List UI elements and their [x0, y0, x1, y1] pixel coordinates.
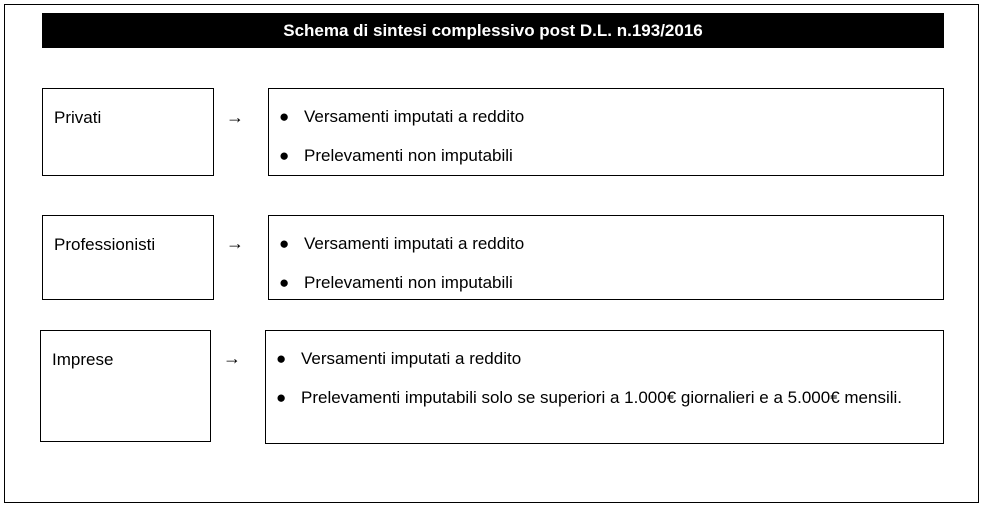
bullet-icon: ● [279, 273, 290, 292]
list-item-text: Prelevamenti non imputabili [304, 273, 513, 292]
list-item [269, 106, 943, 128]
detail-box-imprese [265, 330, 944, 444]
list-item [266, 387, 943, 409]
list-item-text: Prelevamenti imputabili solo se superiori a 1.000€ giornalieri e a 5.000€ mensili. [301, 388, 902, 407]
detail-list [269, 106, 943, 167]
detail-list [266, 348, 943, 409]
bullet-icon: ● [276, 388, 287, 407]
list-item [266, 348, 943, 370]
bullet-icon: ● [279, 234, 290, 253]
list-item [269, 272, 943, 294]
bullet-icon: ● [279, 146, 290, 165]
category-privati [42, 88, 214, 176]
list-item [269, 145, 943, 167]
page-title: Schema di sintesi complessivo post D.L. n.193/2016 [42, 13, 944, 48]
arrow-icon: → [223, 348, 241, 368]
category-label: Professionisti [54, 235, 156, 254]
category-professionisti [42, 215, 214, 300]
detail-box-professionisti [268, 215, 944, 300]
bullet-icon: ● [279, 107, 290, 126]
list-item [269, 233, 943, 255]
category-label: Privati [54, 108, 102, 127]
arrow-icon: → [226, 233, 244, 253]
category-label: Imprese [52, 350, 114, 369]
list-item-text: Prelevamenti non imputabili [304, 146, 513, 165]
detail-list [269, 233, 943, 294]
list-item-text: Versamenti imputati a reddito [304, 107, 525, 126]
list-item-text: Versamenti imputati a reddito [304, 234, 525, 253]
list-item-text: Versamenti imputati a reddito [301, 349, 522, 368]
category-imprese [40, 330, 211, 442]
detail-box-privati [268, 88, 944, 176]
arrow-icon: → [226, 107, 244, 127]
bullet-icon: ● [276, 349, 287, 368]
